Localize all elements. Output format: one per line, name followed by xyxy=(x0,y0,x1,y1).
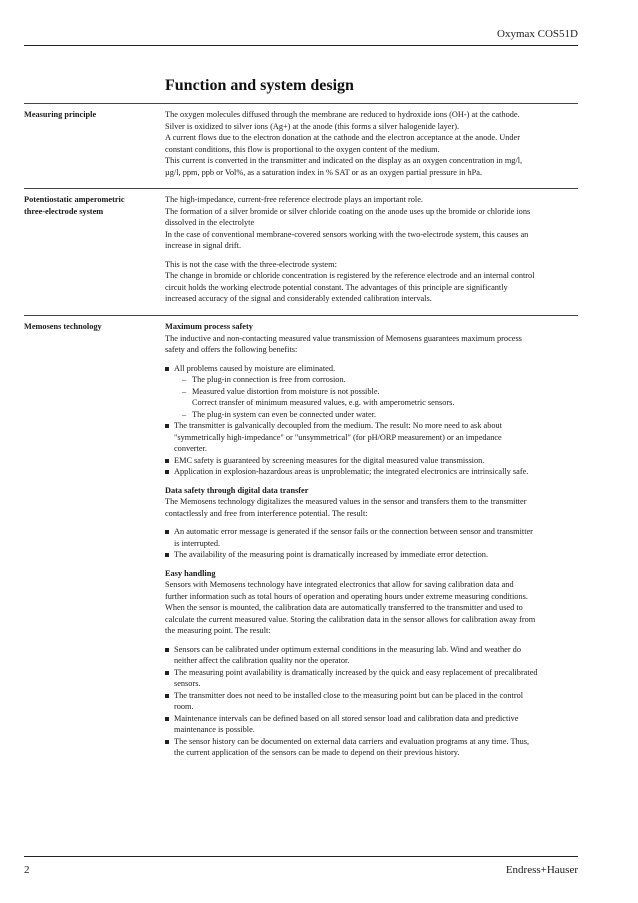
text-line: dissolved in the electrolyte xyxy=(165,218,255,227)
list-item: Application in explosion-hazardous areas is unproblematic; the integrated electronics are intrinsically safe. xyxy=(165,466,578,478)
text-line: increase in signal drift. xyxy=(165,241,242,250)
list-item: The availability of the measuring point is dramatically increased by immediate error detection. xyxy=(165,549,578,561)
section-potentiostatic-system xyxy=(24,188,578,303)
label-line: Potentiostatic amperometric xyxy=(24,195,125,204)
subheading-max-process-safety: Maximum process safety xyxy=(165,322,253,331)
section-label xyxy=(24,194,156,217)
subheading-data-safety: Data safety through digital data transfer xyxy=(165,485,309,495)
section-memosens-technology xyxy=(24,315,578,757)
text-line: Silver is oxidized to silver ions (Ag+) at the anode (this forms a silver halogenide layer). xyxy=(165,121,460,131)
list-item: EMC safety is guaranteed by screening measures for the digital measured value transmission. xyxy=(165,455,578,467)
list-item: – The plug-in system can even be connected under water. xyxy=(174,409,578,421)
text-line: The high-impedance, current-free reference electrode plays an important role. xyxy=(165,195,423,204)
section-rule xyxy=(24,188,578,189)
list-item: Sensors can be calibrated under optimum external conditions in the measuring lab. Wind and weather do neither affect the calibration quality nor the operator. xyxy=(165,644,578,667)
list-item: The transmitter does not need to be installed close to the measuring point but can be placed in the control room. xyxy=(165,690,578,713)
section-rule xyxy=(24,315,578,316)
section-measuring-principle xyxy=(24,103,578,177)
text-line: constant conditions, this flow is proportional to the oxygen content of the medium. xyxy=(165,144,440,154)
page-number: 2 xyxy=(24,864,30,876)
list-item: All problems caused by moisture are eliminated. – The plug-in connection is free from corrosion. – Measured value distortion from moisture is not possible. Correct transfer of minimum measured values, e.g. with amperometric sensors. – The plug-in system can even be connected under water. xyxy=(165,363,578,421)
footer-rule xyxy=(24,856,578,857)
text-line: further information such as total hours of operation and operating hours under extreme measuring conditions. xyxy=(165,591,528,601)
label-line: three-electrode system xyxy=(24,206,104,216)
bullet-list xyxy=(165,644,578,759)
text-line: In the case of conventional membrane-covered sensors working with the two-electrode system, this causes an xyxy=(165,229,529,239)
text-line: safety and offers the following benefits: xyxy=(165,345,298,354)
list-item: The sensor history can be documented on external data carriers and evaluation programs at any time. Thus, the current application of the sensors can be made to depend on their previous history. xyxy=(165,736,578,759)
list-item: The measuring point availability is dramatically increased by the quick and easy replacement of precalibrated sensors. xyxy=(165,667,578,690)
page-title: Function and system design xyxy=(165,77,354,94)
text-line: contactlessly and free from interference potential. The result: xyxy=(165,508,368,518)
text-line: The Memosens technology digitalizes the measured values in the sensor and transfers them to the transmitter xyxy=(165,497,527,506)
list-item: – The plug-in connection is free from corrosion. xyxy=(174,374,578,386)
list-item: – Measured value distortion from moisture is not possible. Correct transfer of minimum measured values, e.g. with amperometric sensors. xyxy=(174,386,578,409)
text-line: The oxygen molecules diffused through the membrane are reduced to hydroxide ions (OH-) at the cathode. xyxy=(165,110,520,119)
section-label: Memosens technology xyxy=(24,322,102,331)
text-line: A current flows due to the electron donation at the cathode and the electron acceptance at the anode. Under xyxy=(165,133,520,142)
text-line: circuit holds the working electrode potential constant. The advantages of this principle are significantly xyxy=(165,282,508,292)
header-rule xyxy=(24,45,578,46)
footer-company: Endress+Hauser xyxy=(505,864,578,876)
text-line: The change in bromide or chloride concentration is registered by the reference electrode and an internal control xyxy=(165,271,535,280)
text-line: The formation of a silver bromide or silver chloride coating on the anode uses up the bromide or chloride ions xyxy=(165,206,531,216)
list-item: An automatic error message is generated if the sensor fails or the connection between sensor and transmitter is interrupted. xyxy=(165,526,578,549)
text-line: This is not the case with the three-electrode system: xyxy=(165,259,337,269)
text-line: The inductive and non-contacting measured value transmission of Memosens guarantees maximum process xyxy=(165,333,522,343)
text-line: µg/l, ppm, ppb or Vol%, as a saturation index in % SAT or as an oxygen partial pressure in hPa. xyxy=(165,167,483,177)
section-label: Measuring principle xyxy=(24,110,97,119)
bullet-list xyxy=(165,526,578,561)
subheading-easy-handling: Easy handling xyxy=(165,568,216,578)
text-line: This current is converted in the transmitter and indicated on the display as an oxygen concentration in mg/l, xyxy=(165,156,523,165)
text-line: calculate the current measured value. Storing the calibration data in the sensor allows for calibration away from xyxy=(165,614,536,624)
text-line: increased accuracy of the signal and considerably extended calibration intervals. xyxy=(165,294,432,303)
bullet-list xyxy=(165,363,578,478)
header-product-name: Oxymax COS51D xyxy=(497,28,578,40)
section-rule xyxy=(24,103,578,104)
section-body xyxy=(165,194,578,305)
section-body xyxy=(165,109,578,178)
list-item: Maintenance intervals can be defined based on all stored sensor load and calibration data and predictive maintenance is possible. xyxy=(165,713,578,736)
dash-list xyxy=(174,374,578,420)
list-item: The transmitter is galvanically decoupled from the medium. The result: No more need to ask about "symmetrically high-impedance" or "unsymmetrical" (for pH/ORP measurement) or an impedance converter. xyxy=(165,420,578,455)
text-line: When the sensor is mounted, the calibration data are automatically transferred to the transmitter and used to xyxy=(165,603,523,612)
text-line: the measuring point. The result: xyxy=(165,626,271,635)
text-line: Sensors with Memosens technology have integrated electronics that allow for saving calibration data and xyxy=(165,580,514,589)
section-body xyxy=(165,321,578,759)
